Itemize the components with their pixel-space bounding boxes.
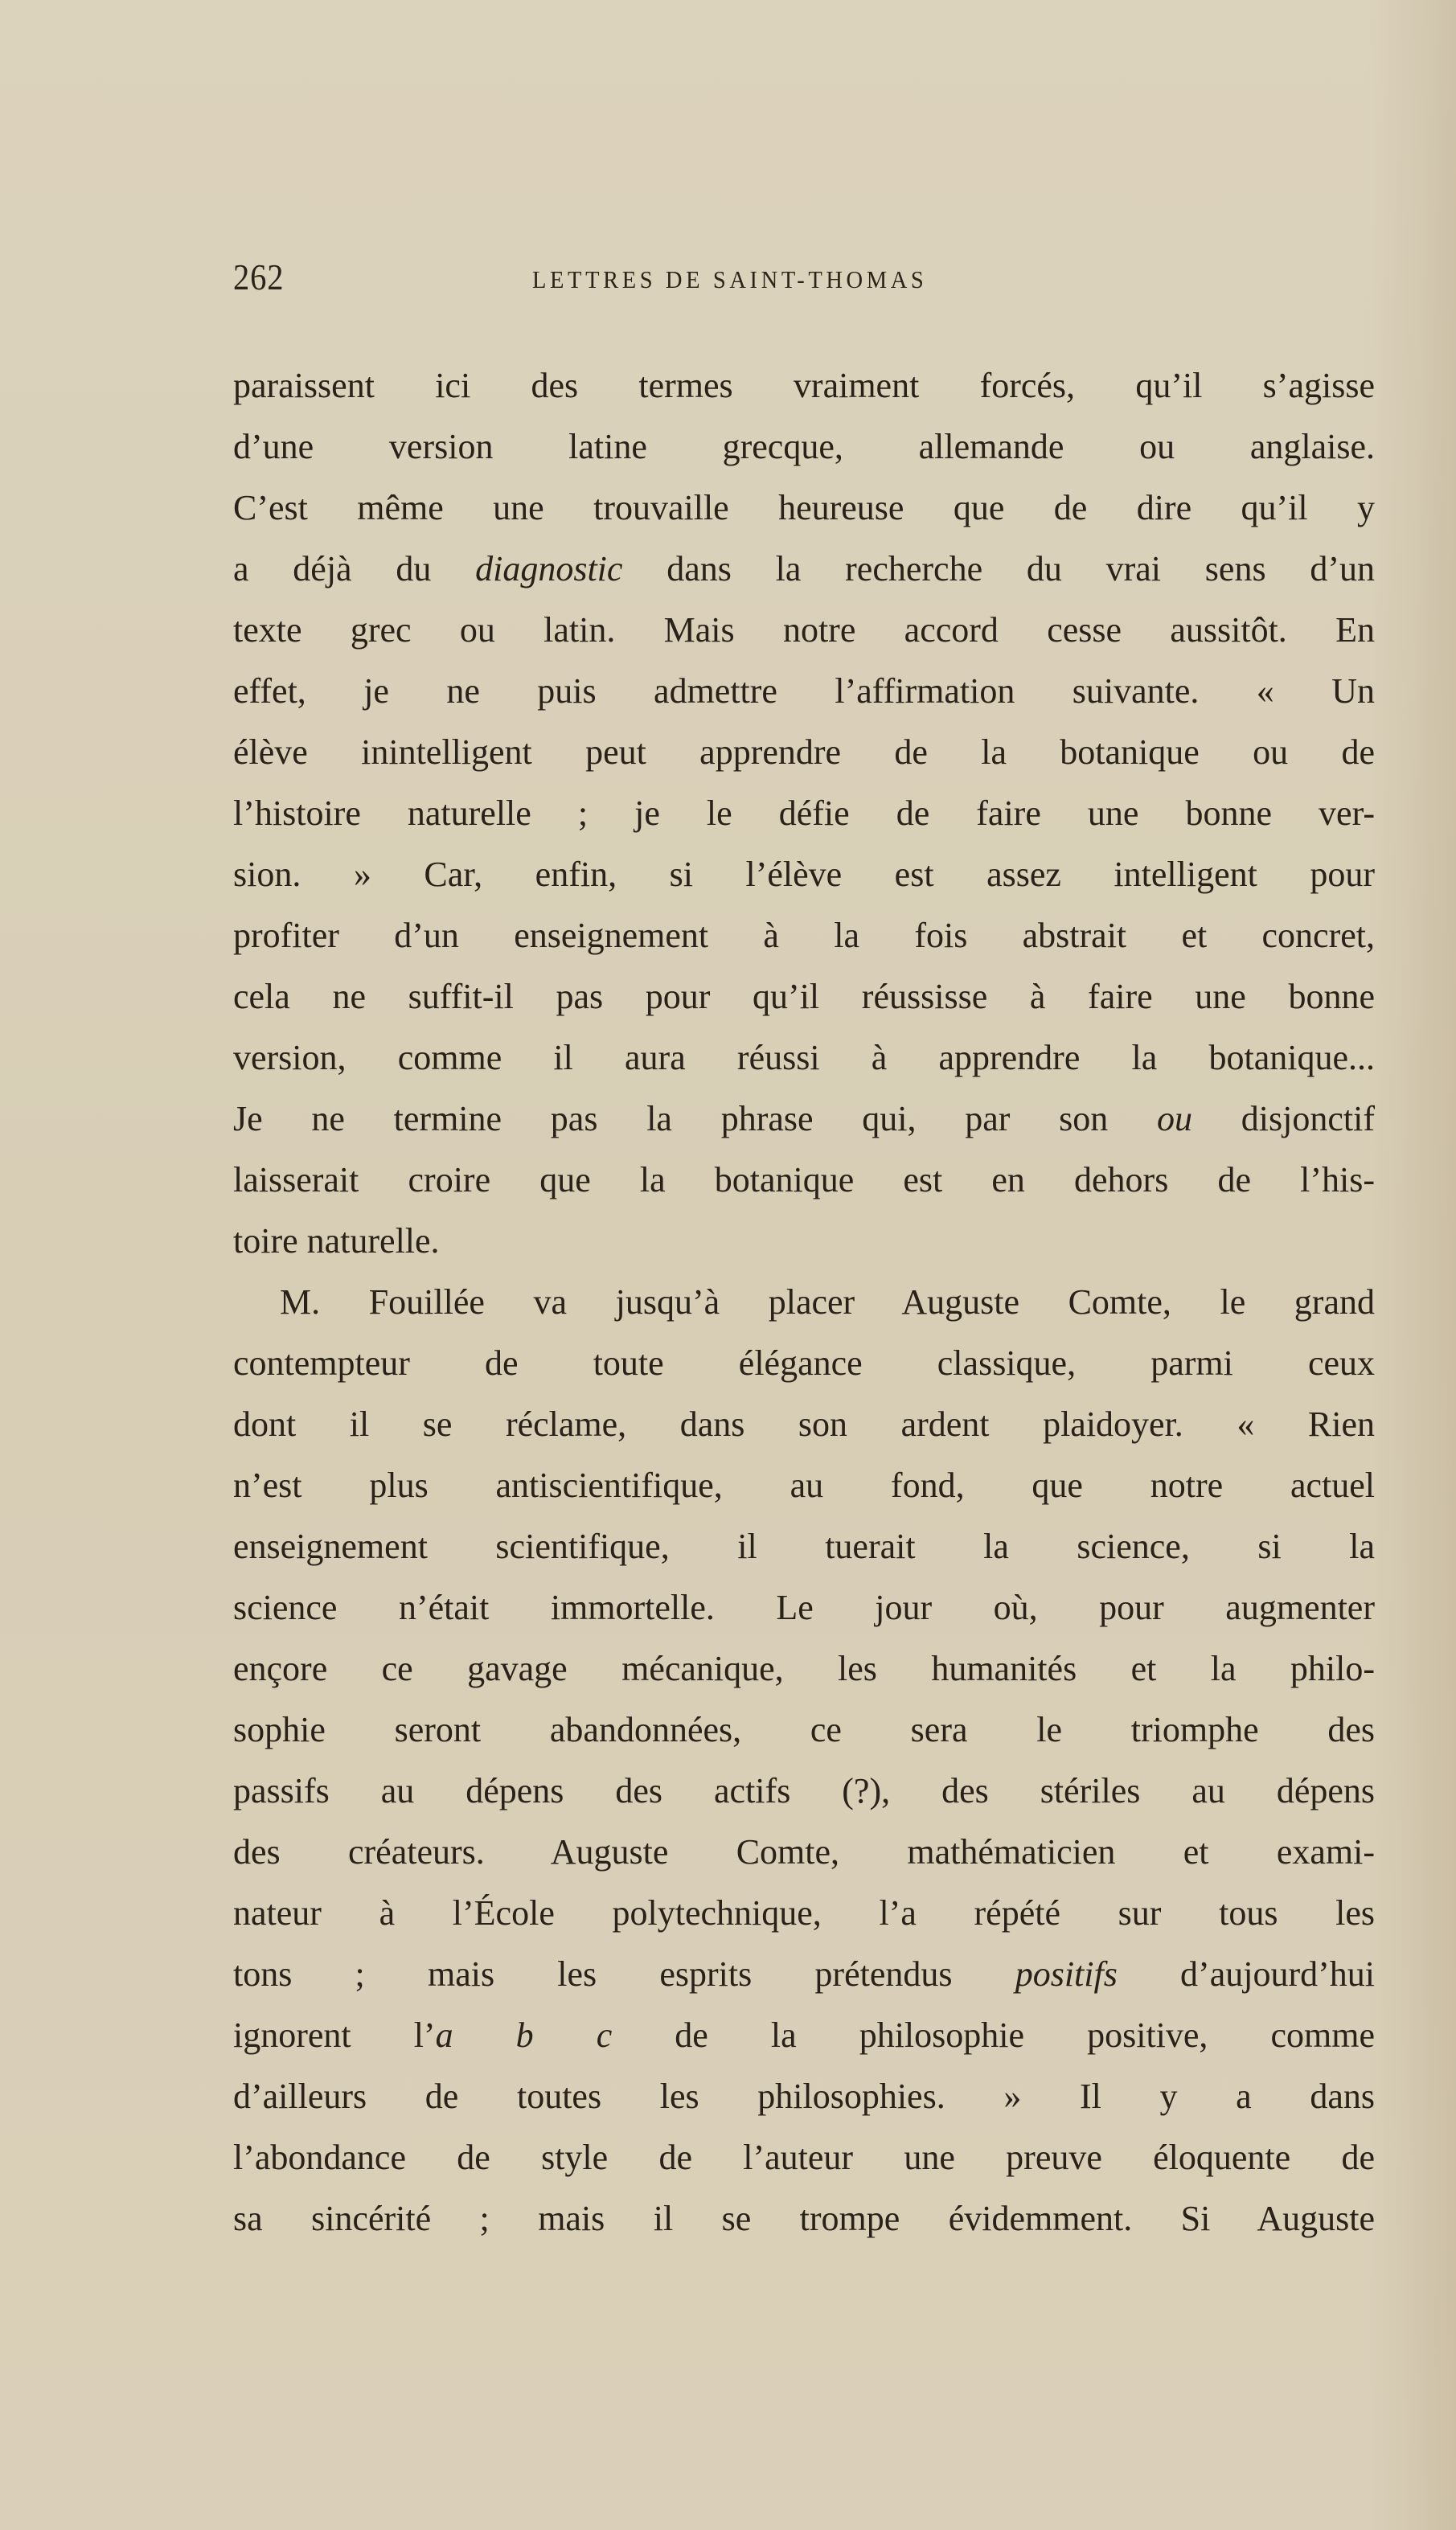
line-text: d’aujourd’hui [1117,1954,1375,1994]
text-line [233,355,1375,416]
line-text: version, comme il aura réussi à apprendre la botanique... [233,1038,1375,1077]
line-text: dont il se réclame, dans son ardent plaidoyer. « Rien [233,1404,1375,1444]
text-line [233,2188,1375,2249]
text-line [233,1272,1375,1333]
text-line [233,661,1375,722]
line-text: effet, je ne puis admettre l’affirmation suivante. « Un [233,671,1375,711]
line-text: des créateurs. Auguste Comte, mathématicien et exami- [233,1832,1375,1872]
italic-text: ou [1157,1099,1193,1138]
line-text: n’est plus antiscientifique, au fond, que notre actuel [233,1466,1375,1505]
text-line [233,1027,1375,1089]
text-line [233,1638,1375,1700]
line-text: toire naturelle. [233,1221,440,1261]
italic-text: a b c [435,2015,613,2055]
line-text: laisserait croire que la botanique est en dehors de l’his- [233,1160,1375,1199]
line-text: l’abondance de style de l’auteur une preuve éloquente de [233,2138,1375,2177]
text-line [233,2066,1375,2127]
text-line [233,2127,1375,2188]
italic-text: diagnostic [475,549,623,588]
running-title: LETTRES DE SAINT-THOMAS [532,265,928,293]
line-text: sion. » Car, enfin, si l’élève est assez intelligent pour [233,855,1375,894]
text-line [233,1577,1375,1638]
line-text: d’une version latine grecque, allemande ou anglaise. [233,427,1375,466]
text-line [233,966,1375,1027]
text-line [233,1333,1375,1394]
line-text: texte grec ou latin. Mais notre accord cesse aussitôt. En [233,610,1375,650]
line-text: l’histoire naturelle ; je le défie de faire une bonne ver- [233,793,1375,833]
line-text: tons ; mais les esprits prétendus [233,1954,1015,1994]
text-line [233,2005,1375,2066]
line-text: sophie seront abandonnées, ce sera le triomphe des [233,1710,1375,1749]
line-text: science n’était immortelle. Le jour où, pour augmenter [233,1588,1375,1627]
line-text: passifs au dépens des actifs (?), des stériles au dépens [233,1771,1375,1810]
text-line [233,1822,1375,1883]
line-text: nateur à l’École polytechnique, l’a répété sur tous les [233,1893,1375,1933]
text-line [233,1761,1375,1822]
text-line [233,844,1375,905]
line-text: cela ne suffit-il pas pour qu’il réussisse à faire une bonne [233,977,1375,1016]
text-line [233,600,1375,661]
line-text: ignorent l’ [233,2015,436,2055]
line-text: profiter d’un enseignement à la fois abstrait et concret, [233,916,1375,955]
line-text: M. Fouillée va jusqu’à placer Auguste Comte, le grand [280,1282,1375,1322]
text-line [233,1883,1375,1944]
text-line [233,1150,1375,1211]
line-text: sa sincérité ; mais il se trompe évidemment. Si Auguste [233,2199,1375,2238]
text-line [233,1516,1375,1577]
line-text: paraissent ici des termes vraiment forcés, qu’il s’agisse [233,366,1375,405]
line-text: de la philosophie positive, comme [612,2015,1375,2055]
running-header [233,256,1134,304]
text-line [233,722,1375,783]
line-text: contempteur de toute élégance classique, parmi ceux [233,1343,1375,1383]
text-line [233,1700,1375,1761]
text-line [233,478,1375,539]
line-text: dans la recherche du vrai sens d’un [622,549,1375,588]
text-line [233,539,1375,600]
text-line [233,1211,1375,1272]
text-line [233,1394,1375,1455]
line-text: C’est même une trouvaille heureuse que de dire qu’il y [233,488,1375,527]
line-text: d’ailleurs de toutes les philosophies. » Il y a dans [233,2077,1375,2116]
text-line [233,416,1375,478]
text-line [233,1944,1375,2005]
line-text: Je ne termine pas la phrase qui, par son [233,1099,1158,1138]
line-text: enseignement scientifique, il tuerait la science, si la [233,1527,1375,1566]
line-text: ençore ce gavage mécanique, les humanités et la philo- [233,1649,1375,1688]
text-line [233,905,1375,966]
text-line [233,783,1375,844]
text-line [233,1089,1375,1150]
body-text [233,355,1375,2249]
italic-text: positifs [1015,1954,1118,1994]
line-text: a déjà du [233,549,476,588]
line-text: élève inintelligent peut apprendre de la botanique ou de [233,732,1375,772]
text-line [233,1455,1375,1516]
page-number: 262 [233,256,285,297]
line-text: disjonctif [1192,1099,1375,1138]
